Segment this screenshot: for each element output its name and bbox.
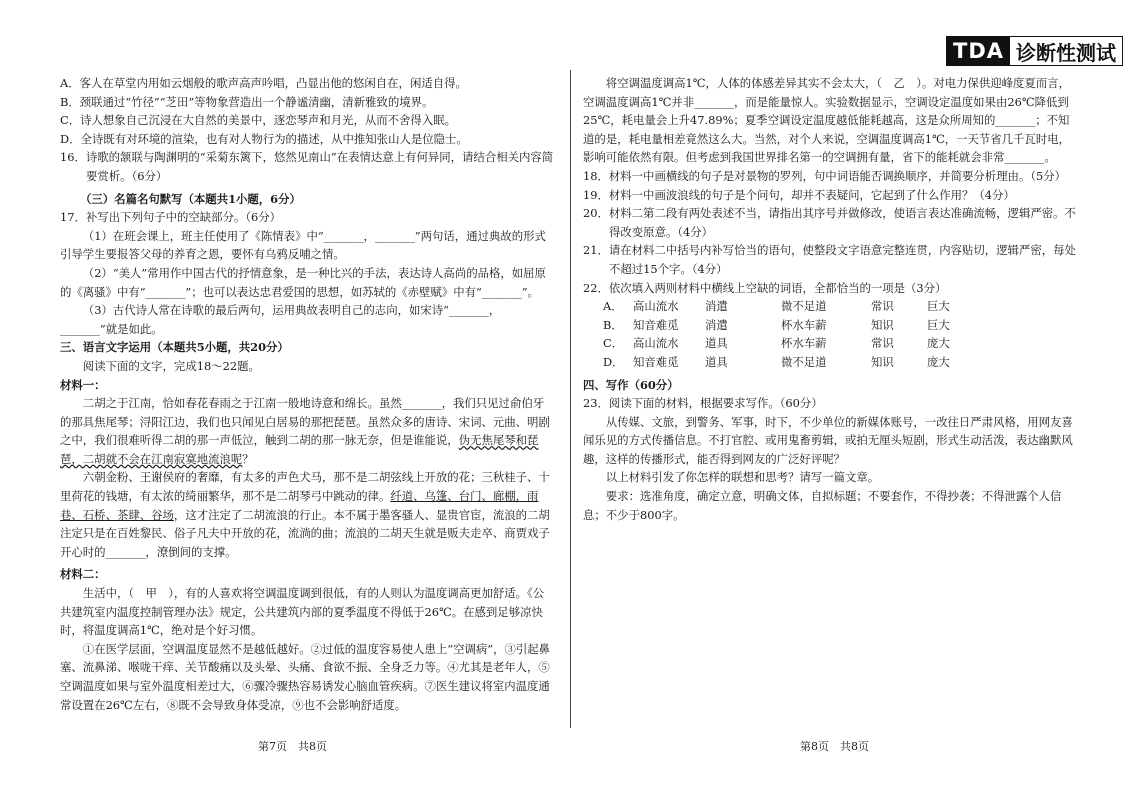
question-20: 20．材料二第二段有两处表述不当，请指出其序号并做修改，使语言表达准确流畅，逻辑严密。不得改变原意。（4分）: [583, 206, 1076, 239]
q22-options: [583, 297, 1080, 371]
material-1-label: 材料一：: [60, 377, 106, 392]
section-3-heading: （三）名篇名句默写（本题共1小题，6分）: [80, 191, 301, 206]
material-1-paragraph-1: [60, 394, 555, 468]
q15-option-b: B．颈联通过“竹径”“芝田”等物象营造出一个静谧清幽，清新雅致的境界。: [60, 94, 434, 109]
q15-option-c: C．诗人想象自己沉浸在大自然的美景中，逐恋琴声和月光，从而不舍得入眠。: [60, 113, 456, 128]
question-23: 23．阅读下面的材料，根据要求写作。（60分）: [583, 396, 823, 411]
option-word: 消遣: [705, 299, 728, 314]
option-word: 微不足道: [781, 299, 827, 314]
option-word: 常识: [871, 299, 894, 314]
q23-prompt: 以上材料引发了你怎样的联想和思考？请写一篇文章。: [605, 470, 880, 485]
question-17-3: （3）古代诗人常在诗歌的最后两句，运用典故表明自己的志向，如宋诗“_______，_______”就是如此。: [60, 303, 501, 336]
tda-logo: [946, 36, 1123, 66]
m1-p1-text: 二胡之于江南，恰如春花春雨之于江南一般地诗意和绵长。虽然_______，我们只见过俞伯牙的那具焦尾琴；浔阳江边，我们也只闻见白居易的那把琵琶。虽然众多的唐诗、宋词、元曲、明剧之中，我们很难听得二胡的那一声低泣，触到二胡的那一脉无奈，但是谁能说，: [60, 396, 550, 448]
option-word: 巨大: [927, 299, 950, 314]
option-word: 高山流水: [633, 299, 679, 314]
option-word: 消遣: [705, 317, 728, 332]
option-word: 道具: [705, 354, 728, 369]
material-2-paragraph-1: 生活中，（ 甲 ），有的人喜欢将空调温度调到很低，有的人则认为温度调高更加舒适。《公共建筑室内温度控制管理办法》规定，公共建筑内部的夏季温度不得低于26℃。在感到足够凉快时，将温度调高1℃，绝对是个好习惯。: [60, 586, 545, 638]
option-letter: C．: [603, 336, 624, 351]
question-17: 17．补写出下列句子中的空缺部分。（6分）: [60, 210, 282, 225]
question-18: 18．材料一中画横线的句子是对景物的罗列，句中词语能否调换顺序，并简要分析理由。（5分）: [583, 168, 1067, 183]
q22-option-a: [583, 297, 1080, 316]
question-22: 22．依次填入两则材料中横线上空缺的词语，全都恰当的一项是（3分）: [583, 280, 947, 295]
question-19: 19．材料一中画波浪线的句子是个问句，却并不表疑问，它起到了什么作用？（4分）: [583, 187, 1015, 202]
q22-option-b: [583, 316, 1080, 335]
material-2-label: 材料二：: [60, 567, 106, 582]
right-column: [583, 74, 1080, 524]
part-4-heading: 四、写作（60分）: [583, 377, 679, 392]
q22-option-c: [583, 334, 1080, 353]
m1-p2-rest: ，这才注定了二胡流浪的行止。本不属于墨客骚人、显贵官宦，流浪的二胡注定只是在百姓黎民、俗子凡夫中开放的花，流淌的曲；流浪的二胡天生就是贩夫走卒、商贾戏子开心时的_______，潦倒间的支撑。: [60, 507, 550, 559]
option-word: 杯水车薪: [781, 336, 827, 351]
option-letter: D．: [603, 354, 624, 369]
question-17-1: （1）在班会课上，班主任使用了《陈情表》中“_______，_______”两句话，通过典故的形式引导学生要报答父母的养育之恩，要怀有乌鸦反哺之情。: [60, 228, 546, 262]
material-1-paragraph-2: [60, 468, 555, 561]
option-word: 道具: [705, 336, 728, 351]
q22-option-d: [583, 353, 1080, 372]
question-16: 16．诗歌的颔联与陶渊明的“采菊东篱下，悠然见南山”在表情达意上有何异同，请结合相关内容简要赏析。（6分）: [60, 150, 554, 183]
question-17-2: （2）“美人”常用作中国古代的抒情意象，是一种比兴的手法，表达诗人高尚的品格，如屈原的《离骚》中有“_______”；也可以表达忠君爱国的思想，如苏轼的《赤壁赋》中有“_______”。: [60, 265, 546, 299]
option-word: 常识: [871, 336, 894, 351]
option-word: 微不足道: [781, 354, 827, 369]
m1-p1-end: ？: [242, 451, 254, 466]
option-word: 知识: [871, 317, 894, 332]
page-number-right: 第8页 共8页: [800, 740, 869, 753]
option-word: 庞大: [927, 354, 950, 369]
option-word: 杯水车薪: [781, 317, 827, 332]
part-3-heading: 三、语言文字运用（本题共5小题，共20分）: [60, 340, 289, 355]
option-letter: B．: [603, 317, 623, 332]
question-21: 21．请在材料二中括号内补写恰当的语句，使整段文字语意完整连贯，内容贴切，逻辑严密，每处不超过15个字。（4分）: [583, 243, 1076, 276]
option-word: 庞大: [927, 336, 950, 351]
q23-material: 从传媒、文旅，到警务、军事，时下，不少单位的新媒体账号，一改往日严肃风格，用网友喜闻乐见的方式传播信息。不打官腔、或用鬼畜剪辑，或拍无厘头短剧，形式生动活泼，表达幽默风趣，这样的传播形式，能否得到网友的广泛好评呢？: [583, 414, 1073, 466]
column-divider: [570, 70, 571, 728]
m1-underlined-list: 纤道、乌篷、台门、廊棚，雨巷、石桥、茶肆、谷场: [60, 489, 539, 522]
material-2-continued: 将空调温度调高1℃，人体的体感差异其实不会太大，（ 乙 ）。对电力保供迎峰度夏而言，空调温度调高1℃并非_______，而是能量惊人。实验数据显示，空调设定温度如果由26℃降低到25℃，耗电量会上升47.89%；夏季空调设定温度越低能耗越高，这是众所周知的_______；不知道的是，耗电量相差竟然这么大。当然，对个人来说，空调温度调高1℃，一天节省几千瓦时电，影响可能依然有限。但考虑到我国世界排名第一的空调拥有量，省下的能耗就会非常_______。: [583, 76, 1071, 165]
option-word: 知音难觅: [633, 317, 679, 332]
material-2-paragraph-2: ①在医学层面，空调温度显然不是越低越好。②过低的温度容易使人患上“空调病”，③引起鼻塞、流鼻涕、喉咙干痒、关节酸痛以及头晕、头痛、食欲不振、全身乏力等。④尤其是老年人，⑤空调温度如果与室外温度相差过大，⑥骤冷骤热容易诱发心脑血管疾病。⑦医生建议将室内温度通常设置在26℃左右，⑧既不会导致身体受凉，⑨也不会影响舒适度。: [60, 641, 551, 712]
option-word: 知识: [871, 354, 894, 369]
q15-option-a: A．客人在草堂内用如云烟般的歌声高声吟唱，凸显出他的悠闲自在，闲适自得。: [60, 76, 467, 90]
logo-title: 诊断性测试: [1016, 40, 1117, 65]
option-word: 巨大: [927, 317, 950, 332]
q15-option-d: D．全诗既有对环境的渲染，也有对人物行为的描述，从中推知张山人是位隐士。: [60, 131, 468, 146]
option-letter: A．: [603, 299, 623, 314]
page-number-left: 第7页 共8页: [258, 740, 327, 753]
option-word: 知音难觅: [633, 354, 679, 369]
reading-intro: 阅读下面的文字，完成18～22题。: [82, 358, 260, 373]
m1-p2-text: 六朝金粉、王谢侯府的奢靡，有太多的声色犬马，那不是二胡弦线上开放的花；三秋桂子、十里荷花的钱塘，有太浓的绮丽繁华，那不是二胡琴弓中跳动的律。: [60, 470, 550, 504]
m1-wavy-sentence: 伪无焦尾琴和琵琶，二胡就不会在江南寂寞地流浪呢: [60, 433, 539, 466]
option-word: 高山流水: [633, 336, 679, 351]
q23-requirements: 要求：选准角度，确定立意，明确文体，自拟标题；不要套作，不得抄袭；不得泄露个人信息；不少于800字。: [583, 489, 1062, 522]
logo-tda: TDA: [947, 37, 1010, 65]
left-column: [60, 74, 555, 714]
